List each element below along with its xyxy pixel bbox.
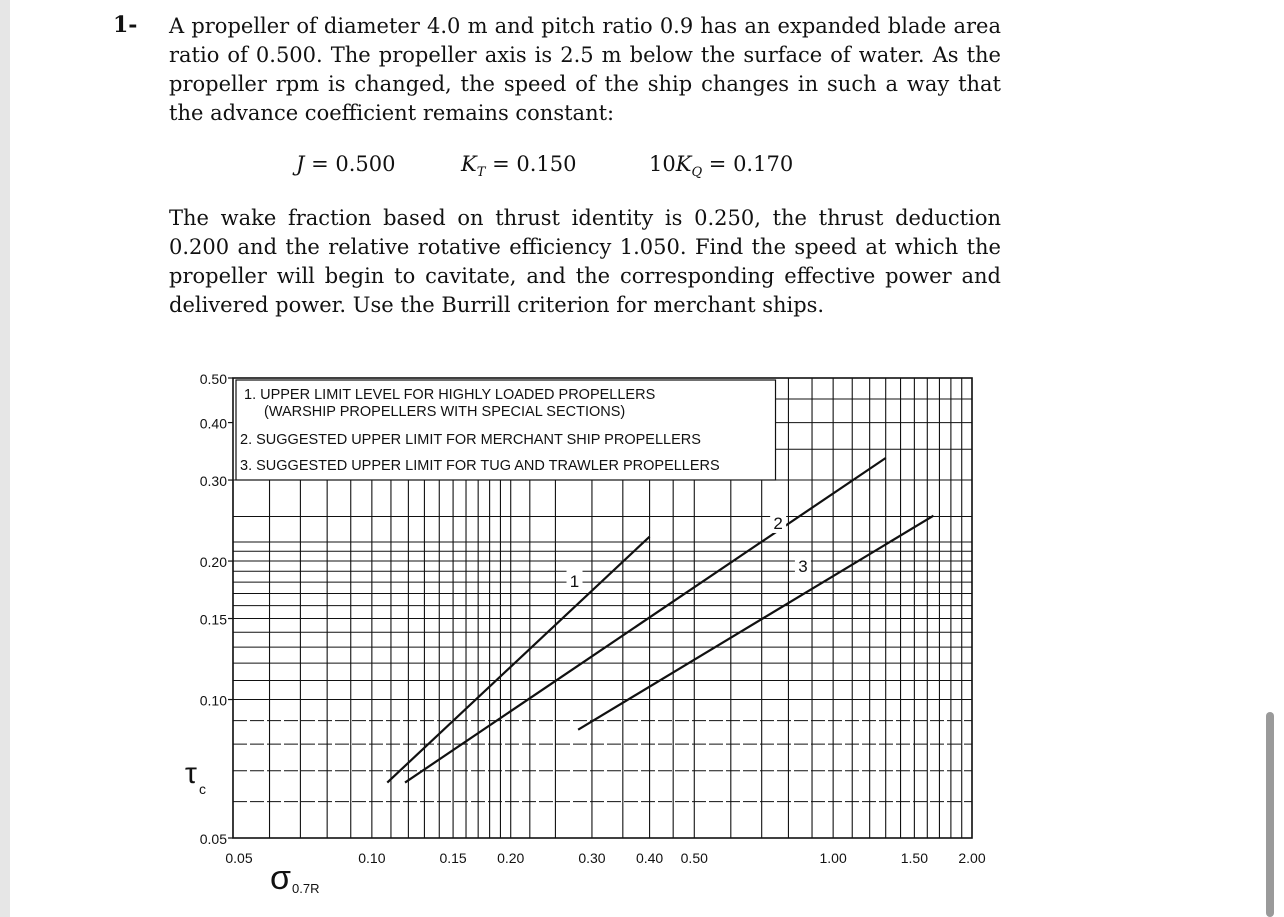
y-tick-label: 0.20: [199, 554, 227, 571]
x-tick-label: 1.50: [900, 850, 928, 866]
y-tick-label: 0.15: [199, 611, 227, 628]
x-tick-label: 0.20: [497, 850, 525, 866]
paragraph-line: propeller will begin to cavitate, and the corresponding effective power and: [169, 264, 1001, 288]
x-tick-label: 0.15: [439, 850, 467, 866]
paragraph-line: the advance coefficient remains constant:: [169, 101, 615, 125]
eq-symbol: J: [296, 152, 305, 176]
curve-line-2: [405, 458, 886, 783]
curve-line-3: [578, 513, 933, 730]
paragraph-line: ratio of 0.500. The propeller axis is 2.5 m below the surface of water. As the: [169, 43, 1001, 67]
eq-value: = 0.170: [708, 152, 794, 176]
legend-entry: 2. SUGGESTED UPPER LIMIT FOR MERCHANT SHIP PROPELLERS: [240, 432, 701, 448]
x-tick-label: 0.30: [578, 850, 606, 866]
curve-label-1: 1: [569, 571, 580, 591]
curve-label-2: 2: [773, 513, 783, 533]
y-tick-label: 0.30: [199, 473, 227, 490]
y-axis-label-subscript: c: [199, 781, 206, 797]
paragraph-line: propeller rpm is changed, the speed of the ship changes in such a way that: [169, 72, 1001, 96]
eq-subscript: Q: [691, 165, 703, 181]
x-tick-label: 0.50: [680, 850, 708, 866]
x-tick-label: 0.40: [635, 850, 664, 866]
x-axis-label-subscript: 0.7R: [292, 881, 320, 896]
y-tick-label: 0.10: [199, 692, 227, 709]
legend-entry: 3. SUGGESTED UPPER LIMIT FOR TUG AND TRAWLER PROPELLERS: [240, 458, 720, 474]
eq-symbol: K: [675, 152, 692, 176]
x-tick-label: 0.10: [358, 850, 386, 866]
y-axis-label: τ: [185, 757, 197, 790]
y-tick-label: 0.40: [199, 415, 227, 432]
problem-number: 1-: [113, 12, 138, 38]
eq-prefix: 10: [649, 152, 676, 176]
paragraph-line: A propeller of diameter 4.0 m and pitch ratio 0.9 has an expanded blade area: [169, 14, 1001, 38]
curve-label-3: 3: [798, 557, 808, 577]
x-axis-label: σ: [270, 859, 291, 897]
paragraph-line: The wake fraction based on thrust identity is 0.250, the thrust deduction: [169, 206, 1001, 230]
curve-line-1: [387, 537, 649, 783]
paragraph-line: delivered power. Use the Burrill criterion for merchant ships.: [169, 293, 825, 317]
x-tick-label: 2.00: [958, 850, 986, 866]
eq-symbol: K: [461, 152, 477, 176]
x-tick-label: 1.00: [819, 850, 847, 866]
x-tick-label: 0.05: [225, 850, 253, 866]
legend-entry: 1. UPPER LIMIT LEVEL FOR HIGHLY LOADED PROPELLERS: [244, 387, 656, 403]
eq-subscript: T: [476, 165, 486, 181]
y-tick-label: 0.05: [199, 831, 227, 847]
paragraph-line: 0.200 and the relative rotative efficiency 1.050. Find the speed at which the: [169, 235, 1001, 259]
y-tick-label: 0.50: [199, 371, 227, 387]
eq-value: = 0.150: [492, 152, 577, 176]
eq-value: = 0.500: [311, 152, 396, 176]
legend-entry: (WARSHIP PROPELLERS WITH SPECIAL SECTIONS): [264, 404, 626, 420]
